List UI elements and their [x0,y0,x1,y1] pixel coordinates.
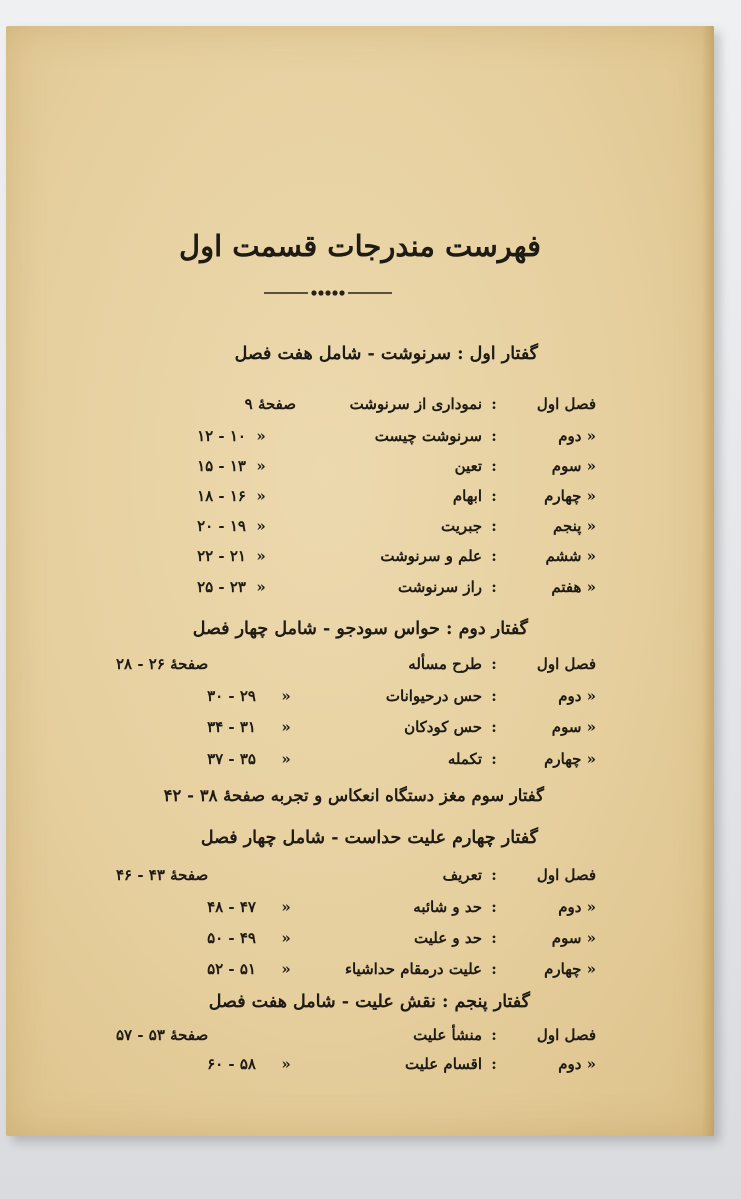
chapter-label: « سوم [551,929,596,947]
toc-entry [116,960,596,986]
ditto-mark: « [256,457,266,475]
colon: : [491,487,497,505]
toc-entry [116,487,596,513]
chapter-label: « سوم [551,718,596,736]
chapter-label: فصل اول [536,866,596,884]
toc-entry [116,687,596,713]
toc-entry [116,1026,596,1052]
ditto-mark: « [281,750,291,768]
chapter-label: فصل اول [536,395,596,413]
chapter-title: تعریف [442,866,482,884]
ditto-mark: « [281,960,291,978]
ditto-mark: « [281,929,291,947]
section-heading: گفتار اول : سرنوشت - شامل هفت فصل [234,344,538,364]
chapter-label: فصل اول [536,1026,596,1044]
page-range: ۱۹ - ۲۰ [197,517,246,535]
page-range: ۴۷ - ۴۸ [207,898,256,916]
colon: : [491,866,497,884]
page-range: ۲۹ - ۳۰ [207,687,256,705]
colon: : [491,960,497,978]
chapter-title: حس کودکان [404,718,482,736]
chapter-label: « دوم [558,1055,596,1073]
toc-entry [116,929,596,955]
chapter-label: « هفتم [551,578,596,596]
ditto-mark: « [256,578,266,596]
chapter-title: جبریت [441,517,482,535]
ditto-mark: « [281,687,291,705]
toc-entry [116,547,596,573]
section-heading: گفتار سوم مغز دستگاه انعکاس و تجربه صفحهٔ ۳۸ - ۴۲ [163,786,544,805]
toc-entry [116,898,596,924]
page-range: ۱۳ - ۱۵ [197,457,246,475]
toc-entry [116,457,596,483]
chapter-title: علم و سرنوشت [380,547,482,565]
chapter-title: نموداری از سرنوشت [349,395,482,413]
ditto-mark: « [281,1055,291,1073]
page-range: صفحهٔ ۲۶ - ۲۸ [116,655,209,673]
page-range: ۵۱ - ۵۲ [207,960,256,978]
page-range: ۳۱ - ۳۴ [207,718,256,736]
colon: : [491,655,497,673]
chapter-title: منشأ علیت [413,1026,482,1044]
colon: : [491,457,497,475]
chapter-title: تعین [454,457,482,475]
chapter-title: حس درحیوانات [385,687,482,705]
chapter-label: « دوم [558,898,596,916]
page-range: صفحهٔ ۵۳ - ۵۷ [116,1026,209,1044]
colon: : [491,578,497,596]
ditto-mark: « [256,427,266,445]
chapter-label: « دوم [558,427,596,445]
colon: : [491,1026,497,1044]
chapter-title: اقسام علیت [405,1055,482,1073]
ornament-divider [264,287,392,299]
toc-entry [116,517,596,543]
ditto-mark: « [256,517,266,535]
chapter-label: « چهارم [544,487,596,505]
chapter-label: « پنجم [553,517,596,535]
toc-entry [116,427,596,453]
colon: : [491,395,497,413]
chapter-title: طرح مسأله [408,655,482,673]
page-range: ۱۶ - ۱۸ [197,487,246,505]
toc-entry [116,395,596,421]
section-heading: گفتار چهارم علیت حداست - شامل چهار فصل [200,828,538,848]
colon: : [491,547,497,565]
section-heading: گفتار پنجم : نقش علیت - شامل هفت فصل [208,992,530,1012]
toc-entry [116,750,596,776]
chapter-title: سرنوشت چیست [374,427,482,445]
page-range: صفحهٔ ۴۳ - ۴۶ [116,866,209,884]
chapter-label: « دوم [558,687,596,705]
page-title: فهرست مندرجات قسمت اول [179,229,541,263]
page-range: ۴۹ - ۵۰ [207,929,256,947]
colon: : [491,718,497,736]
toc-entry [116,578,596,604]
toc-entry [116,655,596,681]
section-heading: گفتار دوم : حواس سودجو - شامل چهار فصل [192,619,528,639]
page-range: ۲۱ - ۲۲ [197,547,246,565]
ditto-mark: « [281,898,291,916]
chapter-title: حد و علیت [413,929,482,947]
chapter-title: علیت درمقام حداشیاء [344,960,482,978]
table-of-contents [6,26,714,1136]
chapter-label: « چهارم [544,960,596,978]
toc-entry [116,1055,596,1081]
colon: : [491,517,497,535]
chapter-title: راز سرنوشت [398,578,482,596]
chapter-label: « سوم [551,457,596,475]
book-page [6,26,714,1136]
page-range: ۳۵ - ۳۷ [207,750,256,768]
page-range: ۱۰ - ۱۲ [197,427,246,445]
colon: : [491,929,497,947]
colon: : [491,898,497,916]
chapter-title: حد و شائبه [413,898,482,916]
ditto-mark: « [281,718,291,736]
toc-entry [116,866,596,892]
chapter-title: ابهام [452,487,482,505]
colon: : [491,427,497,445]
chapter-label: فصل اول [536,655,596,673]
colon: : [491,687,497,705]
chapter-label: « ششم [545,547,596,565]
page-range: صفحهٔ ۹ [244,395,296,413]
chapter-label: « چهارم [544,750,596,768]
chapter-title: تکمله [447,750,482,768]
page-range: ۲۳ - ۲۵ [197,578,246,596]
page-range: ۵۸ - ۶۰ [207,1055,256,1073]
colon: : [491,750,497,768]
toc-entry [116,718,596,744]
ditto-mark: « [256,487,266,505]
colon: : [491,1055,497,1073]
ditto-mark: « [256,547,266,565]
